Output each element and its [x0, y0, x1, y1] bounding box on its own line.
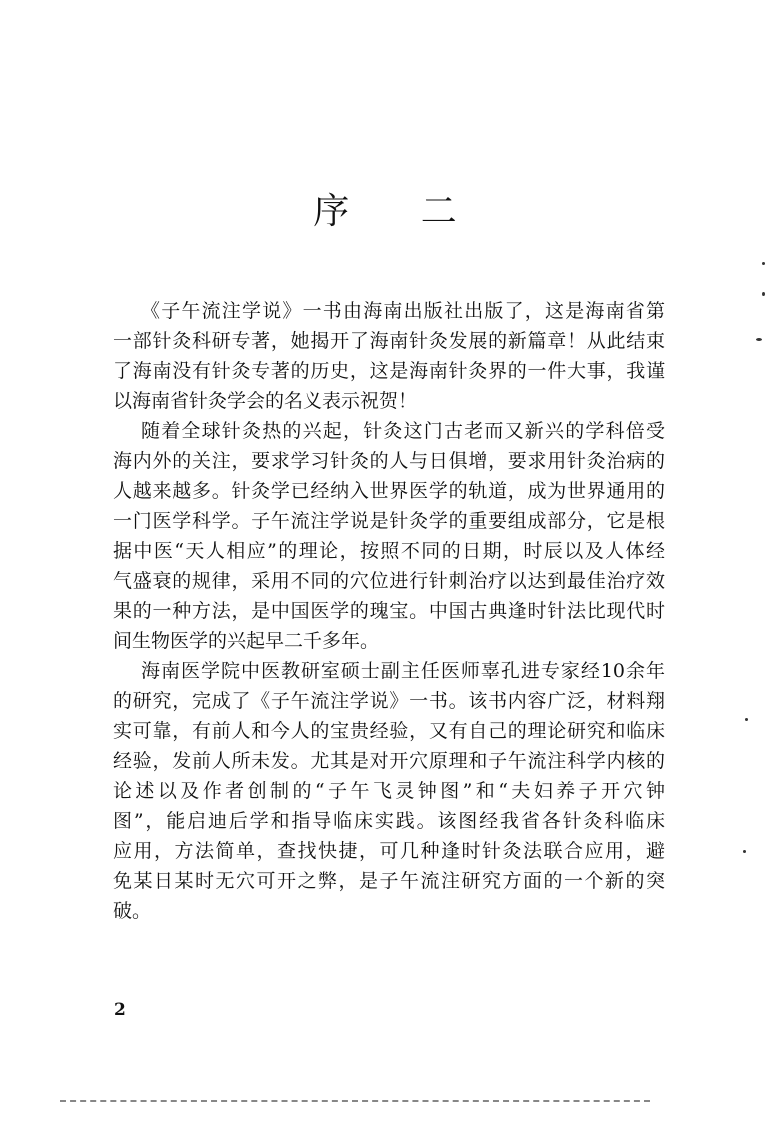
- text-line: 图”，能启迪后学和指导临床实践。该图经我省各针灸科临床: [113, 810, 665, 832]
- text-line: 论述以及作者创制的“子午飞灵钟图”和“夫妇养子开穴钟: [113, 780, 665, 802]
- text-line: 了海南没有针灸专著的历史，这是海南针灸界的一件大事，我谨: [113, 360, 665, 382]
- scan-speck: [756, 338, 762, 341]
- text-line: 果的一种方法，是中国医学的瑰宝。中国古典逢时针法比现代时: [113, 600, 665, 622]
- page-number: 2: [114, 1000, 126, 1020]
- page-title: 序 二: [313, 191, 487, 232]
- text-line: 海内外的关注，要求学习针灸的人与日俱增，要求用针灸治病的: [113, 450, 665, 472]
- text-line: 《子午流注学说》一书由海南出版社出版了，这是海南省第: [141, 300, 665, 322]
- paragraph-1: [113, 296, 665, 416]
- paragraph-3: [113, 656, 665, 926]
- scan-speck: [745, 718, 748, 721]
- text-line: 一门医学科学。子午流注学说是针灸学的重要组成部分，它是根: [113, 510, 665, 532]
- text-line: 免某日某时无穴可开之弊，是子午流注研究方面的一个新的突: [113, 870, 665, 892]
- scan-speck: [762, 262, 765, 265]
- preface-body: [113, 296, 665, 926]
- text-line: 据中医“天人相应”的理论，按照不同的日期，时辰以及人体经: [113, 540, 665, 562]
- text-line: 破。: [113, 900, 152, 922]
- text-line: 一部针灸科研专著，她揭开了海南针灸发展的新篇章！从此结束: [113, 330, 665, 352]
- text-line: 人越来越多。针灸学已经纳入世界医学的轨道，成为世界通用的: [113, 480, 665, 502]
- text-line: 的研究，完成了《子午流注学说》一书。该书内容广泛，材料翔: [113, 690, 665, 712]
- text-line: 应用，方法简单，查找快捷，可几种逢时针灸法联合应用，避: [113, 840, 665, 862]
- text-line: 海南医学院中医教研室硕士副主任医师辜孔进专家经10余年: [141, 660, 665, 682]
- scan-edge-line: [60, 1100, 650, 1102]
- scan-speck: [743, 850, 746, 853]
- text-line: 经验，发前人所未发。尤其是对开穴原理和子午流注科学内核的: [113, 750, 665, 772]
- text-line: 间生物医学的兴起早二千多年。: [113, 630, 380, 652]
- text-line: 随着全球针灸热的兴起，针灸这门古老而又新兴的学科倍受: [141, 420, 665, 442]
- text-line: 实可靠，有前人和今人的宝贵经验，又有自己的理论研究和临床: [113, 720, 665, 742]
- paragraph-2: [113, 416, 665, 656]
- text-line: 以海南省针灸学会的名义表示祝贺！: [113, 390, 418, 412]
- scan-speck: [762, 292, 765, 296]
- text-line: 气盛衰的规律，采用不同的穴位进行针刺治疗以达到最佳治疗效: [113, 570, 665, 592]
